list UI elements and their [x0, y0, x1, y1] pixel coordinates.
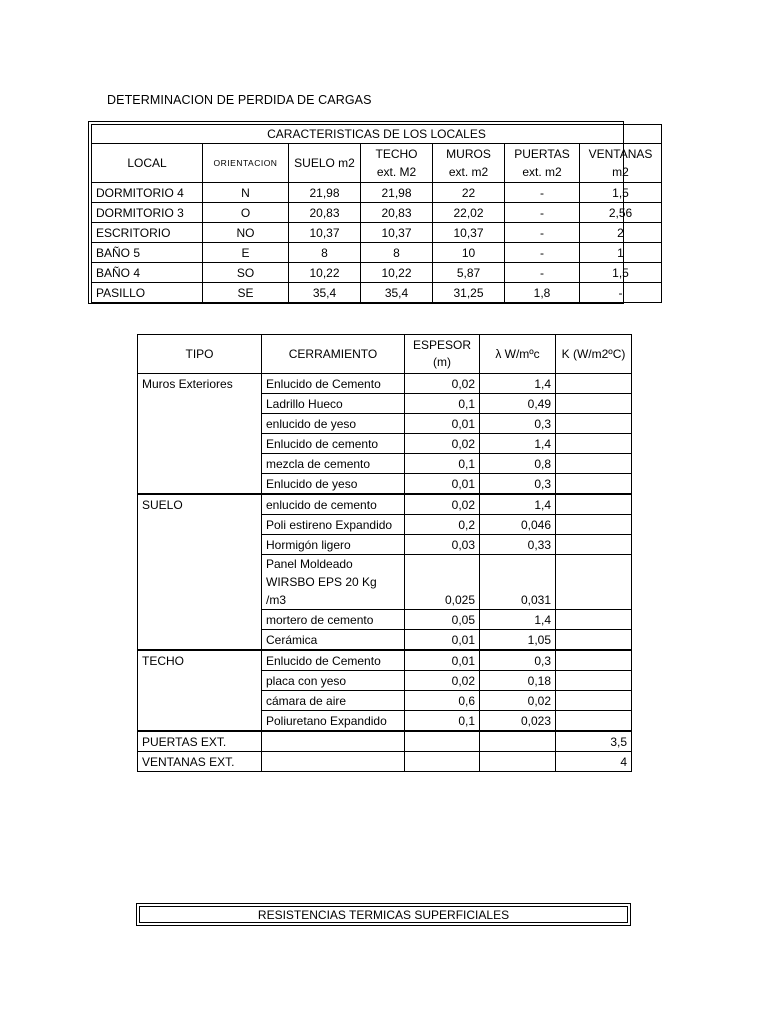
table-cell	[556, 474, 632, 495]
col-header-ventanas: VENTANAS m2	[580, 144, 662, 183]
table-cell: Cerámica	[262, 630, 405, 651]
table-cell: -	[505, 183, 580, 203]
table-cell	[556, 610, 632, 630]
table-cell	[556, 434, 632, 454]
locales-body	[92, 183, 662, 303]
table-cell: 1,4	[480, 494, 556, 515]
table-cell: 0,8	[480, 454, 556, 474]
table-cell: Enlucido de Cemento	[262, 650, 405, 671]
table-cell: N	[203, 183, 289, 203]
table-cell	[556, 454, 632, 474]
table-cell	[556, 671, 632, 691]
table-cell: 3,5	[556, 731, 632, 752]
table-row	[92, 223, 662, 243]
table-cell: 5,87	[433, 263, 505, 283]
table-cell: Poli estireno Expandido	[262, 515, 405, 535]
table-cell: 21,98	[361, 183, 433, 203]
table-cell: 0,05	[405, 610, 480, 630]
table-cell: DORMITORIO 4	[92, 183, 203, 203]
table-row	[138, 374, 632, 394]
table-cell	[556, 555, 632, 610]
table-cell: 1,4	[480, 610, 556, 630]
table-cell: BAÑO 5	[92, 243, 203, 263]
resistencias-caption: RESISTENCIAS TERMICAS SUPERFICIALES	[139, 906, 628, 923]
table-cell	[556, 515, 632, 535]
col-header-k: K (W/m2ºC)	[556, 335, 632, 374]
table-cell: 2	[580, 223, 662, 243]
table-cell: -	[580, 283, 662, 303]
table-cell: 1,4	[480, 374, 556, 394]
table-cell: 0,01	[405, 474, 480, 495]
table-cell: 0,046	[480, 515, 556, 535]
table-cell: SE	[203, 283, 289, 303]
col-header-muros: MUROS ext. m2	[433, 144, 505, 183]
table-row	[138, 731, 632, 752]
table-cell: 4	[556, 752, 632, 772]
table-cell	[556, 630, 632, 651]
table-cell: 22,02	[433, 203, 505, 223]
locales-table-frame	[88, 121, 653, 304]
locales-caption: CARACTERISTICAS DE LOS LOCALES	[92, 125, 662, 144]
table-row	[92, 243, 662, 263]
table-cell	[480, 752, 556, 772]
table-cell: 35,4	[289, 283, 361, 303]
table-cell: 20,83	[361, 203, 433, 223]
table-cell: 0,3	[480, 650, 556, 671]
table-cell: PUERTAS EXT.	[138, 731, 262, 752]
table-cell: 21,98	[289, 183, 361, 203]
table-row	[138, 752, 632, 772]
table-cell: Panel Moldeado WIRSBO EPS 20 Kg /m3	[262, 555, 405, 610]
table-cell: 22	[433, 183, 505, 203]
table-cell: 0,3	[480, 414, 556, 434]
table-cell: 0,6	[405, 691, 480, 711]
resistencias-table	[136, 903, 631, 926]
table-cell	[556, 494, 632, 515]
col-header-local: LOCAL	[92, 144, 203, 183]
table-cell: 35,4	[361, 283, 433, 303]
table-cell: 10,37	[361, 223, 433, 243]
table-cell: E	[203, 243, 289, 263]
group-tipo-cell: Muros Exteriores	[138, 374, 262, 495]
table-row	[92, 283, 662, 303]
table-cell: 0,33	[480, 535, 556, 555]
table-cell: PASILLO	[92, 283, 203, 303]
table-cell: 1,4	[480, 434, 556, 454]
table-cell: SO	[203, 263, 289, 283]
table-cell: 1	[580, 243, 662, 263]
table-cell: 2,56	[580, 203, 662, 223]
table-cell: 1,5	[580, 183, 662, 203]
table-cell: 0,02	[480, 691, 556, 711]
table-row	[92, 183, 662, 203]
table-cell: 0,02	[405, 494, 480, 515]
table-cell: 0,49	[480, 394, 556, 414]
table-cell: 0,3	[480, 474, 556, 495]
table-cell: mezcla de cemento	[262, 454, 405, 474]
table-cell: 0,1	[405, 454, 480, 474]
table-cell: ESCRITORIO	[92, 223, 203, 243]
document-title: DETERMINACION DE PERDIDA DE CARGAS	[107, 93, 372, 107]
col-header-tipo: TIPO	[138, 335, 262, 374]
table-cell: NO	[203, 223, 289, 243]
col-header-lambda: λ W/mºc	[480, 335, 556, 374]
table-cell: 0,18	[480, 671, 556, 691]
table-cell	[405, 731, 480, 752]
col-header-techo: TECHO ext. M2	[361, 144, 433, 183]
table-cell: 0,023	[480, 711, 556, 732]
table-cell: 0,02	[405, 434, 480, 454]
table-cell: mortero de cemento	[262, 610, 405, 630]
col-header-puertas: PUERTAS ext. m2	[505, 144, 580, 183]
table-cell: enlucido de cemento	[262, 494, 405, 515]
table-cell: 1,8	[505, 283, 580, 303]
table-cell	[556, 394, 632, 414]
table-cell: 0,1	[405, 394, 480, 414]
table-cell	[480, 731, 556, 752]
table-cell: 0,2	[405, 515, 480, 535]
table-cell: 0,1	[405, 711, 480, 732]
table-row	[138, 494, 632, 515]
table-cell: 1,5	[580, 263, 662, 283]
table-cell: 0,02	[405, 374, 480, 394]
table-cell: -	[505, 263, 580, 283]
table-cell	[556, 414, 632, 434]
table-cell: -	[505, 223, 580, 243]
table-cell: 10,22	[361, 263, 433, 283]
table-cell: 8	[289, 243, 361, 263]
table-cell	[556, 650, 632, 671]
table-cell: VENTANAS EXT.	[138, 752, 262, 772]
table-cell: O	[203, 203, 289, 223]
table-cell: 0,01	[405, 414, 480, 434]
table-cell: 10,37	[289, 223, 361, 243]
col-header-espesor: ESPESOR (m)	[405, 335, 480, 374]
table-cell: placa con yeso	[262, 671, 405, 691]
table-cell: -	[505, 243, 580, 263]
table-cell: 10,37	[433, 223, 505, 243]
table-row	[92, 203, 662, 223]
table-row	[138, 650, 632, 671]
table-cell	[262, 731, 405, 752]
table-cell	[556, 691, 632, 711]
table-cell: Enlucido de yeso	[262, 474, 405, 495]
table-cell: 1,05	[480, 630, 556, 651]
col-header-suelo: SUELO m2	[289, 144, 361, 183]
table-cell	[405, 752, 480, 772]
group-tipo-cell: TECHO	[138, 650, 262, 731]
materiales-body	[138, 374, 632, 772]
table-cell	[556, 374, 632, 394]
table-cell: 0,031	[480, 555, 556, 610]
table-cell: Poliuretano Expandido	[262, 711, 405, 732]
table-cell: Enlucido de cemento	[262, 434, 405, 454]
table-cell: 0,01	[405, 630, 480, 651]
group-tipo-cell: SUELO	[138, 494, 262, 650]
table-cell: Enlucido de Cemento	[262, 374, 405, 394]
table-cell: 0,03	[405, 535, 480, 555]
table-cell	[262, 752, 405, 772]
materiales-table	[137, 334, 632, 772]
table-cell	[556, 535, 632, 555]
table-cell	[556, 711, 632, 732]
table-cell: enlucido de yeso	[262, 414, 405, 434]
table-cell: Ladrillo Hueco	[262, 394, 405, 414]
table-cell: 0,025	[405, 555, 480, 610]
table-cell: 31,25	[433, 283, 505, 303]
table-cell: 0,02	[405, 671, 480, 691]
table-row	[92, 263, 662, 283]
table-cell: BAÑO 4	[92, 263, 203, 283]
table-cell: 8	[361, 243, 433, 263]
table-cell: DORMITORIO 3	[92, 203, 203, 223]
table-cell: cámara de aire	[262, 691, 405, 711]
table-cell: -	[505, 203, 580, 223]
col-header-orientacion: ORIENTACION	[203, 144, 289, 183]
locales-table	[91, 124, 662, 303]
table-cell: 20,83	[289, 203, 361, 223]
table-cell: 10,22	[289, 263, 361, 283]
table-cell: 0,01	[405, 650, 480, 671]
table-cell: 10	[433, 243, 505, 263]
table-cell: Hormigón ligero	[262, 535, 405, 555]
col-header-cerramiento: CERRAMIENTO	[262, 335, 405, 374]
